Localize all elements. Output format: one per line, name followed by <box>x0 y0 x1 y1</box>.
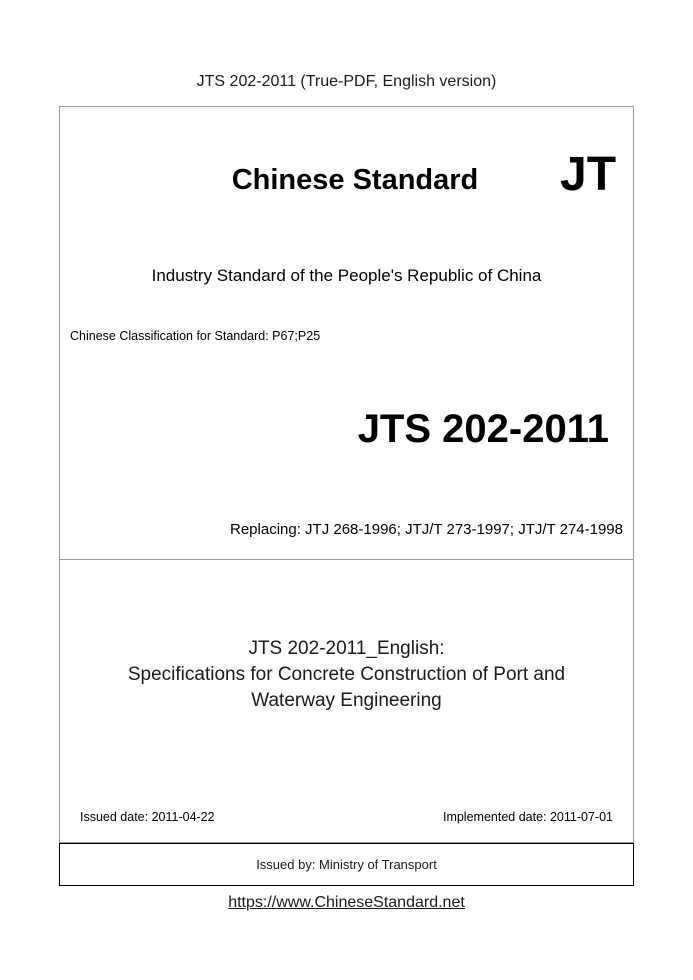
implemented-date: Implemented date: 2011-07-01 <box>442 810 613 824</box>
classification-code: Chinese Classification for Standard: P67;P25 <box>70 329 321 343</box>
title-line: Specifications for Concrete Construction of Port and <box>127 664 566 685</box>
website-link[interactable]: https://www.ChineseStandard.net <box>228 894 465 911</box>
title-line: JTS 202-2011_English: <box>248 638 445 659</box>
issuer-box <box>59 843 634 886</box>
standard-number: JTS 202-2011 <box>357 407 609 451</box>
issued-date: Issued date: 2011-04-22 <box>80 810 215 824</box>
title-line: Waterway Engineering <box>251 690 442 711</box>
standard-mark: JT <box>560 148 617 201</box>
page-header: JTS 202-2011 (True-PDF, English version) <box>196 73 497 90</box>
replaced-standards: Replacing: JTJ 268-1996; JTJ/T 273-1997; JTJ/T 274-1998 <box>230 521 623 538</box>
issued-by: Issued by: Ministry of Transport <box>256 857 437 872</box>
footer <box>0 893 693 913</box>
issuing-authority: Industry Standard of the People's Republic of China <box>151 266 542 285</box>
standard-title <box>59 636 634 714</box>
document-type: Chinese Standard <box>231 164 479 196</box>
